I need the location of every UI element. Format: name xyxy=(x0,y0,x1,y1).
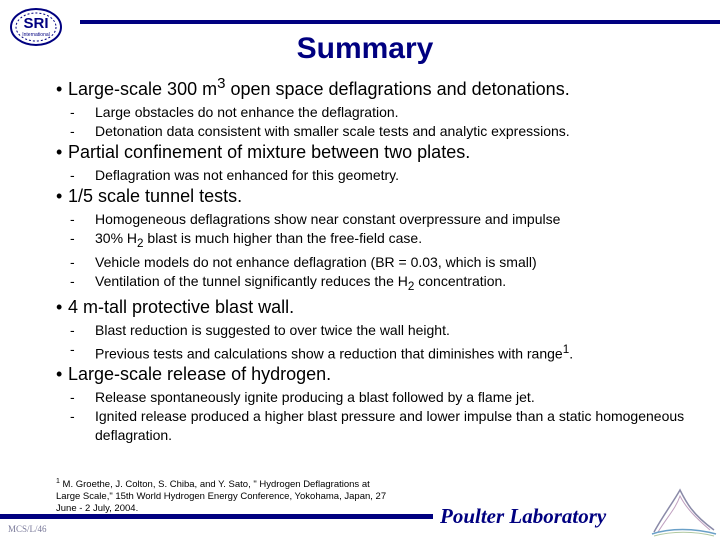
sub-bullet-text xyxy=(95,122,570,141)
bullet-group xyxy=(56,363,706,445)
bullet-dot: • xyxy=(56,142,63,162)
sub-bullet-list xyxy=(56,166,706,185)
text: Partial confinement of mixture between two plates. xyxy=(68,142,471,162)
dash-marker: - xyxy=(70,272,75,289)
text: 4 m-tall protective blast wall. xyxy=(68,296,295,317)
sub-bullet-text xyxy=(95,340,573,364)
sub-bullet-text xyxy=(95,272,506,296)
text: . xyxy=(569,345,574,362)
sub-bullet-item xyxy=(70,407,706,445)
sub-bullet-list xyxy=(56,388,706,445)
text: Previous tests and calculations show a reduction that diminishes with range xyxy=(95,345,563,362)
footnote-reference xyxy=(56,476,396,515)
dash-marker: - xyxy=(70,167,75,183)
text: 30% H xyxy=(95,230,138,246)
dash-marker: - xyxy=(70,211,75,227)
bullet-group xyxy=(56,185,706,296)
sub-bullet-item xyxy=(70,340,706,364)
sub-bullet-text xyxy=(95,166,399,185)
logo-text: SRI xyxy=(23,15,49,32)
bullet-item xyxy=(56,363,706,385)
summary-content xyxy=(56,73,706,445)
sub-bullet-item xyxy=(70,272,706,296)
sub-bullet-text xyxy=(95,321,450,340)
text: open space deflagrations and detonations. xyxy=(225,79,570,99)
sub-bullet-item xyxy=(70,253,706,272)
text: Large-scale release of hydrogen. xyxy=(68,364,332,385)
superscript: 3 xyxy=(217,75,226,92)
bullet-group xyxy=(56,296,706,364)
text: Blast reduction is suggested to over twice the wall height. xyxy=(95,321,450,338)
sub-bullet-item xyxy=(70,321,706,340)
bullet-group xyxy=(56,141,706,185)
dash-marker: - xyxy=(70,389,75,406)
dash-marker: - xyxy=(70,253,75,270)
bullet-dot: • xyxy=(56,364,63,385)
sub-bullet-text xyxy=(95,253,537,272)
sub-bullet-text xyxy=(95,388,535,407)
sub-bullet-item xyxy=(70,388,706,407)
text: Deflagration was not enhanced for this geometry. xyxy=(95,167,400,183)
text: Ventilation of the tunnel significantly reduces the H xyxy=(95,272,408,289)
sub-bullet-item xyxy=(70,103,706,122)
dash-marker: - xyxy=(70,408,75,425)
bullet-item xyxy=(56,73,706,100)
text: Homogeneous deflagrations show near constant overpressure and impulse xyxy=(95,211,561,227)
superscript: 1 xyxy=(562,342,570,356)
text: blast is much higher than the free-field case. xyxy=(143,230,423,246)
sub-bullet-text xyxy=(95,103,399,122)
subscript: 2 xyxy=(407,279,415,293)
text: Large obstacles do not enhance the deflagration. xyxy=(95,104,399,120)
poulter-laboratory-logo-icon xyxy=(650,484,718,538)
text: Ignited release produced a higher blast pressure and lower impulse than a static homogeneous deflagration. xyxy=(95,408,685,444)
bullet-dot: • xyxy=(56,296,63,317)
dash-marker: - xyxy=(70,104,75,120)
sub-bullet-item xyxy=(70,229,706,253)
sub-bullet-item xyxy=(70,210,706,229)
page-title: Summary xyxy=(296,32,434,65)
sub-bullet-text xyxy=(95,210,560,229)
subscript: 2 xyxy=(137,236,144,250)
sub-bullet-list xyxy=(56,210,706,296)
dash-marker: - xyxy=(70,123,75,139)
text: Vehicle models do not enhance deflagration (BR = 0.03, which is small) xyxy=(95,253,537,270)
sub-bullet-item xyxy=(70,166,706,185)
bullet-item xyxy=(56,141,706,163)
title-rule xyxy=(80,20,720,24)
dash-marker: - xyxy=(70,321,75,338)
footnote-marker: 1 xyxy=(56,478,60,485)
footnote-text: M. Groethe, J. Colton, S. Chiba, and Y. Sato, " Hydrogen Deflagrations at Large Scale," 15th World Hydrogen Energy Conference, Yokohama, Japan, 27 June - 2 July, 2004. xyxy=(56,479,387,515)
sri-international-logo xyxy=(8,6,68,50)
bullet-item xyxy=(56,185,706,207)
bullet-group xyxy=(56,73,706,141)
logo-subtext: International xyxy=(22,32,50,38)
sub-bullet-text xyxy=(95,407,706,445)
text: Release spontaneously ignite producing a blast followed by a flame jet. xyxy=(95,389,535,406)
text: concentration. xyxy=(414,272,507,289)
sub-bullet-item xyxy=(70,122,706,141)
dash-marker: - xyxy=(70,340,75,357)
poulter-laboratory-brand: Poulter Laboratory xyxy=(440,504,607,528)
text: 1/5 scale tunnel tests. xyxy=(68,186,243,206)
text: Large-scale 300 m xyxy=(68,79,218,99)
bullet-dot: • xyxy=(56,186,63,206)
sub-bullet-text xyxy=(95,229,422,253)
dash-marker: - xyxy=(70,230,75,246)
footer-rule xyxy=(0,514,433,519)
bullet-dot: • xyxy=(56,79,63,99)
slide-id: MCS/L/46 xyxy=(8,524,47,534)
text: Detonation data consistent with smaller scale tests and analytic expressions. xyxy=(95,123,570,139)
sub-bullet-list xyxy=(56,321,706,364)
bullet-item xyxy=(56,296,706,318)
sub-bullet-list xyxy=(56,103,706,141)
